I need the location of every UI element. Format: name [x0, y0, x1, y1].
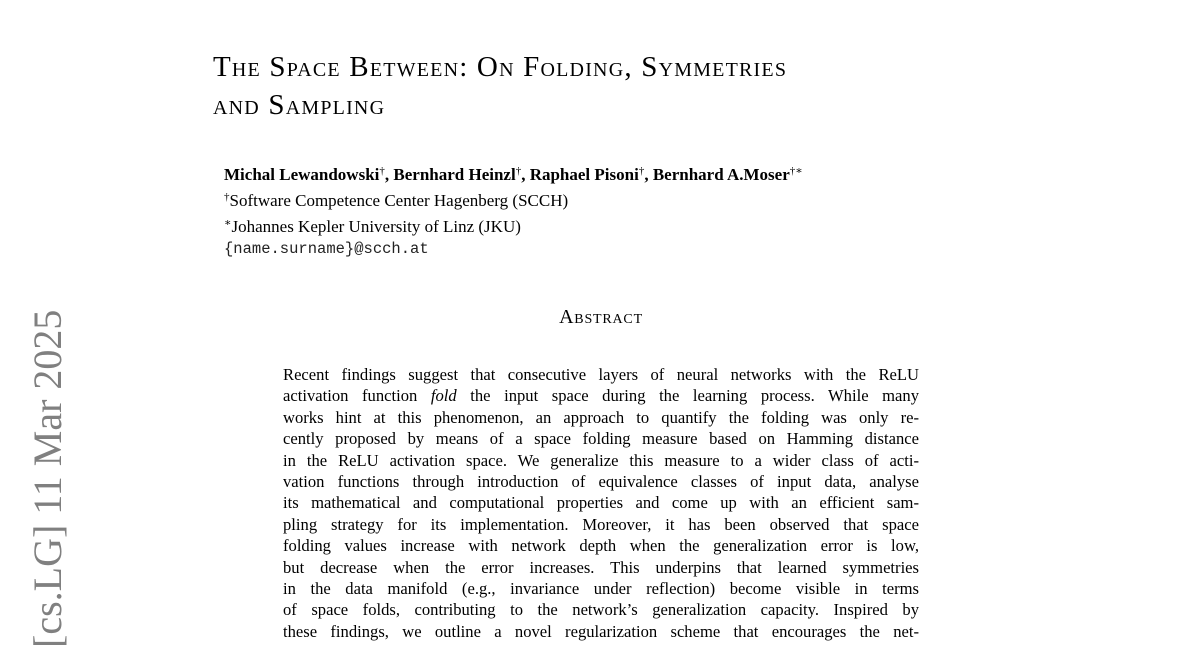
author-list: Michal Lewandowski†, Bernhard Heinzl†, Raphael Pisoni†, Bernhard A.Moser†∗ [224, 165, 803, 184]
affiliation-scch [224, 186, 984, 212]
affiliation-jku [224, 212, 984, 238]
abstract-line: of space folds, contributing to the network’s generalization capacity. Inspired by [283, 600, 919, 620]
author-mark: † [379, 165, 385, 177]
abstract-line: works hint at this phenomenon, an approach to quantify the folding was only re- [283, 407, 919, 427]
affiliation-mark: ∗ [224, 217, 232, 229]
arxiv-stamp: [cs.LG] 11 Mar 2025 [25, 309, 70, 648]
abstract-line: these findings, we outline a novel regularization scheme that encourages the net- [283, 621, 919, 641]
author-name: Bernhard A.Moser [652, 165, 790, 184]
title-line-1: The Space Between: On Folding, Symmetries [213, 51, 788, 83]
abstract-line: pling strategy for its implementation. Moreover, it has been observed that space [283, 514, 919, 534]
author-mark: † [638, 165, 645, 177]
affiliation-mark: † [224, 191, 230, 203]
abstract-line: in the ReLU activation space. We generalize this measure to a wider class of acti- [283, 450, 919, 470]
abstract-line: cently proposed by means of a space folding measure based on Hamming distance [283, 429, 919, 449]
author-mark: †∗ [789, 165, 803, 177]
author-mark: † [515, 165, 522, 177]
abstract-body [283, 364, 919, 642]
author-name: Michal Lewandowski [224, 165, 380, 184]
title-line-2: and Sampling [213, 89, 386, 121]
author-name: Bernhard Heinzl [393, 165, 516, 184]
author-email: {name.surname}@scch.at [224, 240, 429, 258]
abstract-emphasis: fold [430, 386, 457, 406]
abstract-line: vation functions through introduction of equivalence classes of input data, analyse [283, 472, 919, 492]
author-name: Raphael Pisoni [529, 165, 639, 184]
abstract-line: activation function fold the input space during the learning process. While many [283, 386, 919, 406]
abstract-line: but decrease when the error increases. This underpins that learned symmetries [283, 557, 919, 577]
affiliation-text: Software Competence Center Hagenberg (SCCH) [229, 191, 569, 210]
abstract-line: folding values increase with network depth when the generalization error is low, [283, 536, 919, 556]
abstract-line: in the data manifold (e.g., invariance under reflection) become visible in terms [283, 579, 919, 599]
abstract-line: Recent findings suggest that consecutive layers of neural networks with the ReLU [283, 365, 919, 384]
abstract-heading: Abstract [559, 306, 643, 328]
author-block [224, 160, 984, 260]
abstract-line: its mathematical and computational properties and come up with an efficient sam- [283, 493, 919, 513]
affiliation-text: Johannes Kepler University of Linz (JKU) [231, 217, 521, 236]
paper-title [213, 48, 1013, 124]
